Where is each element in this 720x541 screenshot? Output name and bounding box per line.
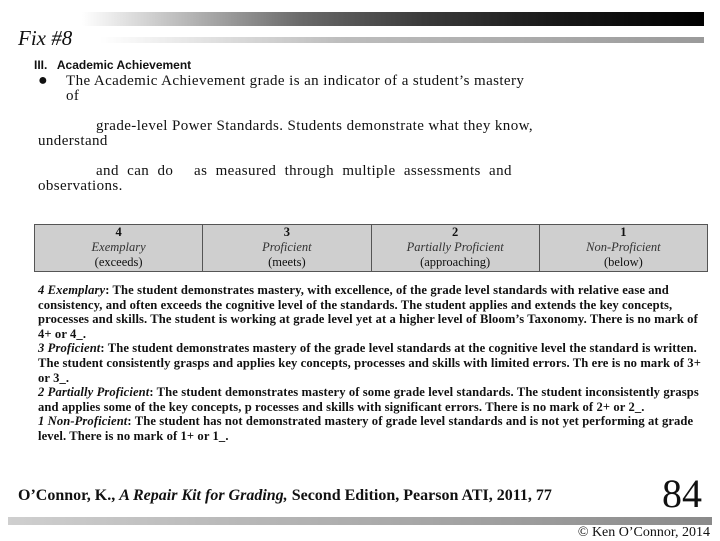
bullet-line-5: and can do as measured through multiple assessments and (96, 163, 512, 179)
citation-book-title: A Repair Kit for Grading, (119, 487, 288, 504)
desc-4 (38, 283, 706, 341)
section-heading (34, 58, 706, 72)
desc-4-label: 4 Exemplary (38, 283, 106, 297)
bullet-line-3: grade-level Power Standards. Students demonstrate what they know, (96, 118, 534, 134)
top-decor-bar (82, 12, 704, 26)
desc-4-text: : The student demonstrates mastery, with excellence, of the grade level standards with relative ease and consistency, and often exceeds the cognitive level of the standards. The student applies and extends the key concepts, processes and skills. The student is working at grade level yet at a higher level of Bloom’s Taxonomy. There is no mark of 4+ or 4_. (38, 283, 698, 341)
citation (18, 487, 552, 505)
level-cell-4 (35, 225, 203, 271)
bullet-line-6: observations. (38, 178, 123, 194)
level-num: 2 (452, 225, 459, 239)
desc-3-label: 3 Proficient (38, 341, 101, 356)
desc-2-label: 2 Partially Proficient (38, 385, 150, 400)
page-number: 84 (662, 471, 702, 516)
level-name: Proficient (262, 240, 312, 254)
slide-title: Fix #8 (18, 26, 73, 50)
level-cell-1 (540, 225, 707, 271)
citation-author: O’Connor, K., (18, 487, 116, 504)
level-sub: (approaching) (420, 255, 491, 269)
desc-1-text: : The student has not demonstrated mastery of grade level standards and is not yet performing at grade level. There is no mark of 1+ or 1_. (38, 414, 694, 443)
desc-3 (38, 341, 706, 385)
desc-2 (38, 385, 706, 414)
desc-1 (38, 414, 706, 443)
level-sub: (exceeds) (94, 255, 143, 269)
bullet-line-4: understand (38, 133, 108, 149)
bullet-marker: ● (38, 72, 48, 89)
bullet-line-1: The Academic Achievement grade is an indicator of a student’s mastery (66, 73, 525, 89)
citation-rest: Second Edition, Pearson ATI, 2011, 77 (291, 487, 552, 504)
level-sub: (below) (603, 255, 643, 269)
level-cell-3 (203, 225, 371, 271)
section-heading-text: III. Academic Achievement (34, 58, 192, 72)
levels-table (34, 224, 708, 272)
level-sub: (meets) (268, 255, 306, 269)
level-num: 3 (283, 225, 290, 239)
level-name: Non-Proficient (586, 240, 661, 254)
level-num: 4 (115, 225, 122, 239)
desc-2-text: : The student demonstrates mastery of some grade level standards. The student inconsistently grasps and applies some of the key concepts, p rocesses and skills with significant errors. There is no mark of 2+ or 2_. (38, 385, 699, 414)
level-name: Partially Proficient (406, 240, 504, 254)
bottom-decor-bar (8, 517, 712, 525)
level-num: 1 (620, 225, 627, 239)
desc-1-label: 1 Non-Proficient (38, 414, 128, 429)
copyright: © Ken O’Connor, 2014 (577, 525, 710, 540)
level-name: Exemplary (91, 240, 146, 254)
level-cell-2 (372, 225, 540, 271)
top-decor-bar-thin (100, 37, 704, 43)
bullet-line-2: of (66, 88, 80, 104)
desc-3-text: : The student demonstrates mastery of the grade level standards at the cognitive level the standard is written. The student consistently grasps and applies key concepts, processes and skills with limited errors. Th ere is no mark of 3+ or 3_. (38, 341, 701, 385)
level-descriptions (38, 283, 706, 444)
